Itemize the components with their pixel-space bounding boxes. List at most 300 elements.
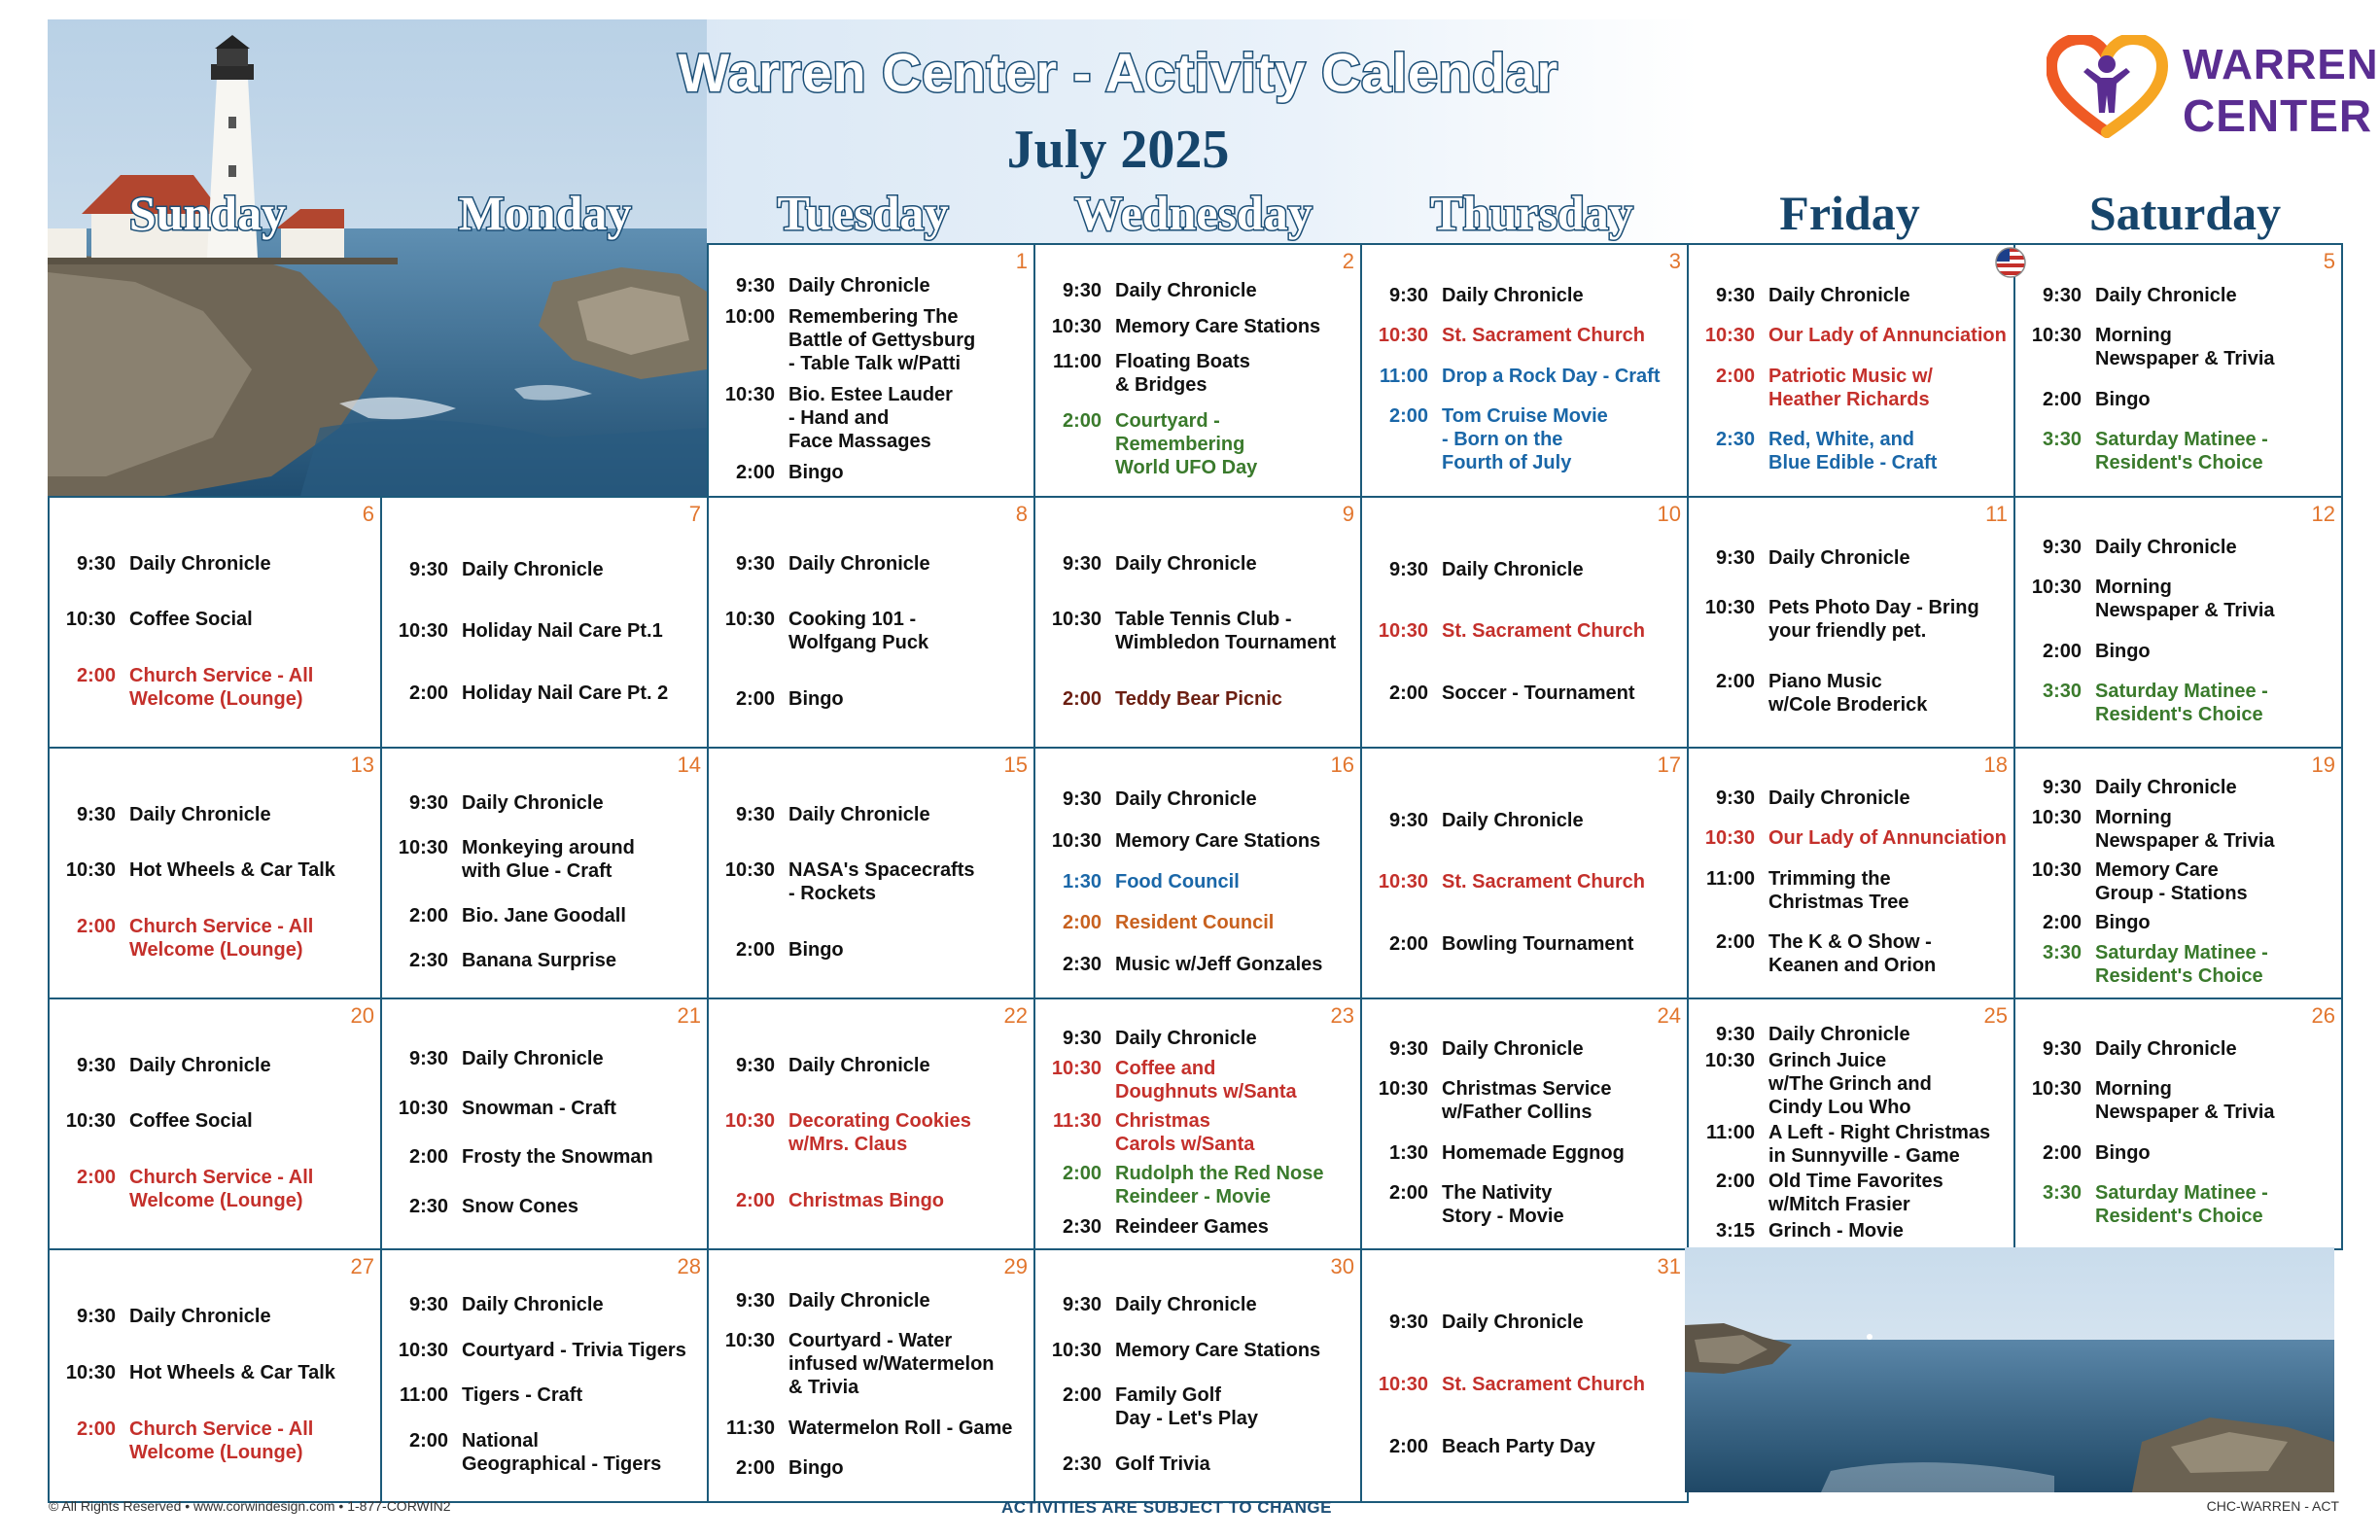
event-list (1366, 266, 1683, 492)
event-item (713, 305, 1030, 375)
event-list (1039, 770, 1356, 994)
event-item (713, 938, 1030, 962)
event-name: The Nativity Story - Movie (1442, 1181, 1564, 1227)
event-time: 10:30 (1378, 620, 1428, 642)
event-list (386, 770, 703, 994)
event-time: 10:30 (65, 609, 116, 630)
event-item (386, 1097, 703, 1120)
event-name: Daily Chronicle (462, 1047, 604, 1069)
ocean-photo (1685, 1247, 2334, 1492)
event-item (1366, 1077, 1683, 1124)
event-name: Bingo (2095, 388, 2151, 410)
event-time: 2:30 (408, 950, 448, 971)
event-item (53, 858, 376, 882)
event-name: St. Sacrament Church (1442, 620, 1645, 642)
event-item (1366, 1181, 1683, 1228)
event-name: Daily Chronicle (129, 552, 271, 575)
event-name: Daily Chronicle (1442, 809, 1584, 831)
event-name: Piano Music w/Cole Broderick (1768, 670, 1928, 716)
event-item (53, 803, 376, 826)
day-number: 13 (350, 752, 374, 777)
event-name: Holiday Nail Care Pt. 2 (462, 682, 669, 704)
event-time: 10:30 (1051, 1057, 1102, 1079)
day-number: 21 (677, 1003, 701, 1028)
event-name: Drop a Rock Day - Craft (1442, 365, 1661, 387)
event-name: Morning Newspaper & Trivia (2095, 325, 2275, 370)
event-time: 9:30 (735, 1054, 775, 1076)
event-time: 10:30 (398, 1097, 448, 1119)
event-item (2019, 680, 2337, 726)
event-item (1039, 1215, 1356, 1239)
event-time: 2:00 (735, 462, 775, 483)
event-time: 2:00 (735, 687, 775, 710)
event-time: 9:30 (735, 803, 775, 825)
event-name: Beach Party Day (1442, 1436, 1595, 1457)
day-number: 16 (1330, 752, 1354, 777)
event-item (1366, 619, 1683, 643)
event-name: Coffee and Doughnuts w/Santa (1115, 1057, 1297, 1102)
event-time: 2:00 (2042, 388, 2082, 410)
event-time: 2:30 (1062, 1215, 1102, 1238)
day-cell (707, 1248, 1035, 1503)
event-item (1039, 953, 1356, 976)
event-time: 10:30 (1704, 827, 1755, 850)
event-name: Snowman - Craft (462, 1097, 616, 1119)
event-time: 2:00 (76, 664, 116, 686)
event-item (53, 664, 376, 711)
event-time: 2:30 (1062, 953, 1102, 975)
event-item (2019, 911, 2337, 934)
event-time: 9:30 (408, 1294, 448, 1316)
event-name: Resident Council (1115, 912, 1275, 934)
event-name: Bio. Jane Goodall (462, 905, 626, 927)
event-name: A Left - Right Christmas in Sunnyville - Game (1768, 1121, 1991, 1167)
event-name: Reindeer Games (1115, 1215, 1269, 1238)
event-item (53, 1418, 376, 1464)
event-name: Food Council (1115, 870, 1240, 892)
event-item (386, 558, 703, 581)
event-time: 2:00 (735, 1457, 775, 1480)
event-time: 10:30 (2031, 858, 2082, 881)
event-item (1039, 687, 1356, 711)
event-time: 9:30 (408, 558, 448, 580)
event-item (1366, 365, 1683, 388)
day-cell (2013, 747, 2343, 999)
event-item (1366, 324, 1683, 347)
event-name: Courtyard - Trivia Tigers (462, 1339, 686, 1361)
event-name: Church Service - All Welcome (Lounge) (129, 1418, 314, 1463)
event-list (1366, 1272, 1683, 1497)
day-cell (1360, 747, 1689, 999)
day-cell (48, 1248, 382, 1503)
event-time: 9:30 (1388, 809, 1428, 831)
event-name: Golf Trivia (1115, 1452, 1210, 1475)
day-cell (1033, 496, 1362, 749)
event-name: Tigers - Craft (462, 1384, 583, 1407)
event-item (1366, 1435, 1683, 1458)
day-number: 17 (1657, 752, 1681, 777)
event-time: 3:30 (2042, 1181, 2082, 1204)
day-number: 18 (1983, 752, 2008, 777)
event-time: 9:30 (1715, 788, 1755, 810)
event-item (713, 1109, 1030, 1156)
day-number: 23 (1330, 1003, 1354, 1028)
event-name: Soccer - Tournament (1442, 682, 1635, 704)
event-list (2019, 1021, 2337, 1244)
event-item (713, 552, 1030, 576)
event-item (1039, 1109, 1356, 1156)
event-name: Pets Photo Day - Bring your friendly pet. (1768, 597, 1979, 642)
event-item (53, 1361, 376, 1384)
event-item (386, 682, 703, 705)
event-name: Bingo (788, 462, 844, 483)
event-time: 10:30 (398, 837, 448, 858)
calendar-title: Warren Center - Activity Calendar (678, 42, 1558, 103)
event-list (713, 770, 1030, 994)
event-list (713, 266, 1030, 492)
event-time: 2:00 (1388, 405, 1428, 428)
event-time: 2:00 (1388, 932, 1428, 955)
event-item (1693, 1170, 2010, 1216)
event-item (713, 803, 1030, 826)
event-name: Saturday Matinee - Resident's Choice (2095, 680, 2268, 725)
day-header-friday: Friday (1779, 186, 1920, 240)
event-item (1039, 350, 1356, 397)
event-time: 2:00 (2042, 640, 2082, 662)
event-name: St. Sacrament Church (1442, 325, 1645, 347)
day-number: 31 (1657, 1254, 1681, 1278)
event-item (1039, 552, 1356, 576)
event-time: 10:30 (724, 1110, 775, 1132)
event-time: 10:30 (1051, 1339, 1102, 1361)
event-time: 9:30 (1715, 1024, 1755, 1046)
day-number: 5 (2323, 249, 2335, 273)
copyright-text: © All Rights Reserved • www.corwindesign.com • 1-877-CORWIN2 (49, 1498, 451, 1514)
event-item (386, 1293, 703, 1316)
event-name: Daily Chronicle (1115, 552, 1257, 575)
event-list (2019, 266, 2337, 492)
day-cell (1033, 1248, 1362, 1503)
event-item (1366, 404, 1683, 474)
day-cell (707, 496, 1035, 749)
event-item (2019, 1037, 2337, 1061)
event-name: Christmas Service w/Father Collins (1442, 1078, 1612, 1124)
day-number: 15 (1003, 752, 1028, 777)
event-item (1693, 1121, 2010, 1168)
event-time: 10:30 (2031, 325, 2082, 347)
event-list (1693, 519, 2010, 743)
event-name: Watermelon Roll - Game (788, 1417, 1013, 1439)
event-time: 2:00 (76, 1166, 116, 1188)
event-name: Monkeying around with Glue - Craft (462, 837, 635, 882)
day-cell (2013, 243, 2343, 498)
event-time: 9:30 (735, 275, 775, 297)
event-name: Daily Chronicle (129, 1054, 271, 1076)
event-time: 10:30 (1378, 1374, 1428, 1395)
event-time: 2:00 (1062, 410, 1102, 433)
day-number: 12 (2311, 502, 2335, 526)
day-cell (707, 243, 1035, 498)
day-number: 14 (677, 752, 701, 777)
day-number: 25 (1983, 1003, 2008, 1028)
event-time: 11:00 (399, 1384, 448, 1407)
event-name: Music w/Jeff Gonzales (1115, 953, 1323, 975)
event-time: 9:30 (76, 1054, 116, 1076)
event-item (1039, 788, 1356, 811)
event-list (1039, 519, 1356, 743)
event-name: Grinch - Movie (1768, 1219, 1904, 1242)
event-time: 2:00 (1715, 1171, 1755, 1193)
event-name: Daily Chronicle (2095, 284, 2237, 306)
event-name: Christmas Carols w/Santa (1115, 1109, 1255, 1155)
event-item (53, 552, 376, 576)
event-time: 2:00 (408, 1146, 448, 1169)
event-time: 2:00 (1062, 1384, 1102, 1407)
event-time: 9:30 (76, 1306, 116, 1327)
event-list (53, 1021, 376, 1244)
event-time: 2:00 (1715, 930, 1755, 953)
event-item (1693, 1023, 2010, 1046)
event-item (1693, 867, 2010, 914)
event-time: 2:30 (408, 1196, 448, 1218)
event-name: Daily Chronicle (2095, 777, 2237, 799)
event-time: 2:00 (1388, 682, 1428, 704)
day-number: 26 (2311, 1003, 2335, 1028)
event-item (2019, 806, 2337, 853)
event-time: 9:30 (408, 1047, 448, 1069)
event-item (53, 1109, 376, 1133)
event-time: 9:30 (1062, 788, 1102, 811)
event-item (2019, 324, 2337, 370)
heart-person-icon (2047, 35, 2168, 140)
event-name: Daily Chronicle (788, 1289, 930, 1312)
day-cell (707, 998, 1035, 1250)
event-item (713, 1456, 1030, 1480)
event-name: Trimming the Christmas Tree (1768, 867, 1909, 913)
event-list (386, 519, 703, 743)
day-cell (380, 747, 709, 999)
day-header-saturday: Saturday (2088, 186, 2282, 240)
event-time: 1:30 (1062, 870, 1102, 892)
event-item (2019, 536, 2337, 559)
event-item (1693, 596, 2010, 643)
event-item (386, 791, 703, 815)
event-item (1693, 930, 2010, 977)
event-time: 9:30 (76, 552, 116, 575)
event-name: Snow Cones (462, 1196, 579, 1218)
event-item (1039, 409, 1356, 479)
event-time: 2:00 (1062, 912, 1102, 934)
event-name: Daily Chronicle (1768, 788, 1910, 810)
event-time: 10:30 (65, 1110, 116, 1132)
event-name: Our Lady of Annunciation (1768, 325, 2007, 347)
event-time: 2:00 (735, 938, 775, 961)
event-time: 10:30 (1378, 1078, 1428, 1101)
event-item (1693, 546, 2010, 570)
day-number: 9 (1342, 502, 1354, 526)
event-item (1039, 1057, 1356, 1103)
calendar-month: July 2025 (1006, 120, 1230, 180)
event-name: St. Sacrament Church (1442, 1374, 1645, 1395)
event-time: 10:30 (1051, 829, 1102, 852)
event-time: 10:30 (2031, 1078, 2082, 1101)
event-name: Church Service - All Welcome (Lounge) (129, 915, 314, 961)
event-item (386, 1145, 703, 1169)
day-header-wednesday: Wednesday (1074, 186, 1312, 240)
event-name: Rudolph the Red Nose Reindeer - Movie (1115, 1163, 1324, 1208)
event-name: Morning Newspaper & Trivia (2095, 1078, 2275, 1124)
event-item (2019, 388, 2337, 411)
event-name: Teddy Bear Picnic (1115, 687, 1282, 710)
event-item (1366, 1037, 1683, 1061)
day-cell (1360, 1248, 1689, 1503)
event-item (1366, 558, 1683, 581)
event-list (386, 1021, 703, 1244)
event-time: 2:00 (1715, 365, 1755, 387)
event-time: 10:30 (65, 1362, 116, 1383)
event-name: NASA's Spacecrafts - Rockets (788, 859, 975, 904)
event-item (1366, 809, 1683, 832)
event-item (713, 858, 1030, 905)
event-time: 2:00 (1715, 670, 1755, 692)
day-header-sunday: Sunday (128, 186, 287, 240)
event-name: Table Tennis Club - Wimbledon Tournament (1115, 609, 1337, 653)
event-time: 9:30 (76, 803, 116, 825)
day-cell (1033, 998, 1362, 1250)
day-number: 27 (350, 1254, 374, 1278)
event-item (1366, 1311, 1683, 1334)
day-number: 19 (2311, 752, 2335, 777)
event-item (1693, 1049, 2010, 1119)
event-time: 9:30 (1388, 558, 1428, 580)
event-name: St. Sacrament Church (1442, 871, 1645, 892)
day-cell (1033, 747, 1362, 999)
event-time: 3:30 (2042, 941, 2082, 963)
event-name: Christmas Bingo (788, 1189, 945, 1211)
event-item (1039, 315, 1356, 338)
event-time: 1:30 (1388, 1141, 1428, 1164)
day-header-monday: Monday (458, 186, 632, 240)
event-item (1366, 682, 1683, 705)
event-time: 9:30 (1062, 1028, 1102, 1050)
event-time: 9:30 (1062, 1294, 1102, 1316)
event-time: 11:00 (1705, 867, 1755, 890)
event-name: Holiday Nail Care Pt.1 (462, 620, 663, 642)
event-name: Bio. Estee Lauder - Hand and Face Massages (788, 384, 953, 452)
event-time: 2:00 (735, 1189, 775, 1211)
event-item (53, 915, 376, 962)
event-time: 11:00 (1052, 351, 1102, 373)
event-time: 2:00 (1062, 687, 1102, 710)
event-time: 9:30 (1388, 284, 1428, 306)
event-name: Daily Chronicle (1115, 279, 1257, 301)
day-number: 20 (350, 1003, 374, 1028)
event-name: Our Lady of Annunciation (1768, 827, 2007, 850)
event-item (1039, 1452, 1356, 1476)
event-name: Cooking 101 - Wolfgang Puck (788, 609, 929, 653)
event-name: Memory Care Stations (1115, 315, 1321, 337)
event-item (386, 1047, 703, 1070)
calendar-code: CHC-WARREN - ACT (2206, 1498, 2339, 1514)
day-cell (2013, 496, 2343, 749)
event-name: Daily Chronicle (1442, 1038, 1584, 1061)
event-name: Coffee Social (129, 1110, 253, 1132)
event-time: 3:30 (2042, 429, 2082, 451)
event-name: Daily Chronicle (129, 1306, 271, 1327)
event-time: 10:30 (1378, 871, 1428, 892)
event-list (2019, 519, 2337, 743)
day-cell (1687, 998, 2015, 1250)
event-name: Tom Cruise Movie - Born on the Fourth of July (1442, 405, 1608, 474)
event-time: 9:30 (2042, 284, 2082, 306)
event-item (1039, 911, 1356, 934)
event-time: 9:30 (1388, 1312, 1428, 1333)
event-item (1039, 1293, 1356, 1316)
event-name: Memory Care Stations (1115, 1339, 1321, 1361)
day-cell (1360, 243, 1689, 498)
event-name: Hot Wheels & Car Talk (129, 1362, 335, 1383)
event-name: Daily Chronicle (1442, 1312, 1584, 1333)
event-time: 10:30 (2031, 577, 2082, 599)
event-time: 11:30 (725, 1417, 775, 1439)
event-item (2019, 776, 2337, 799)
event-item (2019, 941, 2337, 988)
event-time: 2:30 (1715, 429, 1755, 451)
event-list (2019, 770, 2337, 994)
day-cell (1687, 243, 2015, 498)
event-name: Daily Chronicle (1115, 1294, 1257, 1316)
event-item (53, 608, 376, 631)
day-number: 24 (1657, 1003, 1681, 1028)
event-item (713, 1417, 1030, 1440)
american-flag-icon (1994, 246, 2027, 279)
event-time: 11:30 (1052, 1109, 1102, 1132)
event-time: 2:00 (1388, 1436, 1428, 1457)
event-item (1693, 284, 2010, 307)
event-list (1366, 519, 1683, 743)
event-time: 10:30 (1051, 609, 1102, 630)
day-number: 30 (1330, 1254, 1354, 1278)
day-cell (1360, 496, 1689, 749)
event-item (386, 1383, 703, 1407)
event-name: Floating Boats & Bridges (1115, 351, 1250, 397)
event-item (386, 1195, 703, 1218)
day-number: 28 (677, 1254, 701, 1278)
event-time: 9:30 (1062, 552, 1102, 575)
event-time: 9:30 (2042, 777, 2082, 799)
event-name: Daily Chronicle (462, 1294, 604, 1316)
event-item (1693, 428, 2010, 474)
day-cell (48, 496, 382, 749)
event-name: Bingo (2095, 912, 2151, 934)
event-item (713, 1189, 1030, 1212)
event-time: 9:30 (2042, 1038, 2082, 1061)
event-item (386, 836, 703, 883)
event-name: Morning Newspaper & Trivia (2095, 577, 2275, 622)
event-item (2019, 284, 2337, 307)
event-name: Daily Chronicle (462, 792, 604, 814)
event-name: Church Service - All Welcome (Lounge) (129, 1166, 314, 1211)
event-item (1039, 1383, 1356, 1430)
day-cell (1360, 998, 1689, 1250)
event-name: Daily Chronicle (788, 803, 930, 825)
event-item (1693, 365, 2010, 411)
event-time: 2:00 (1388, 1181, 1428, 1204)
event-list (1039, 266, 1356, 492)
event-time: 10:30 (724, 609, 775, 630)
disclaimer-text: ACTIVITIES ARE SUBJECT TO CHANGE (1001, 1498, 1332, 1517)
event-name: Daily Chronicle (462, 558, 604, 580)
